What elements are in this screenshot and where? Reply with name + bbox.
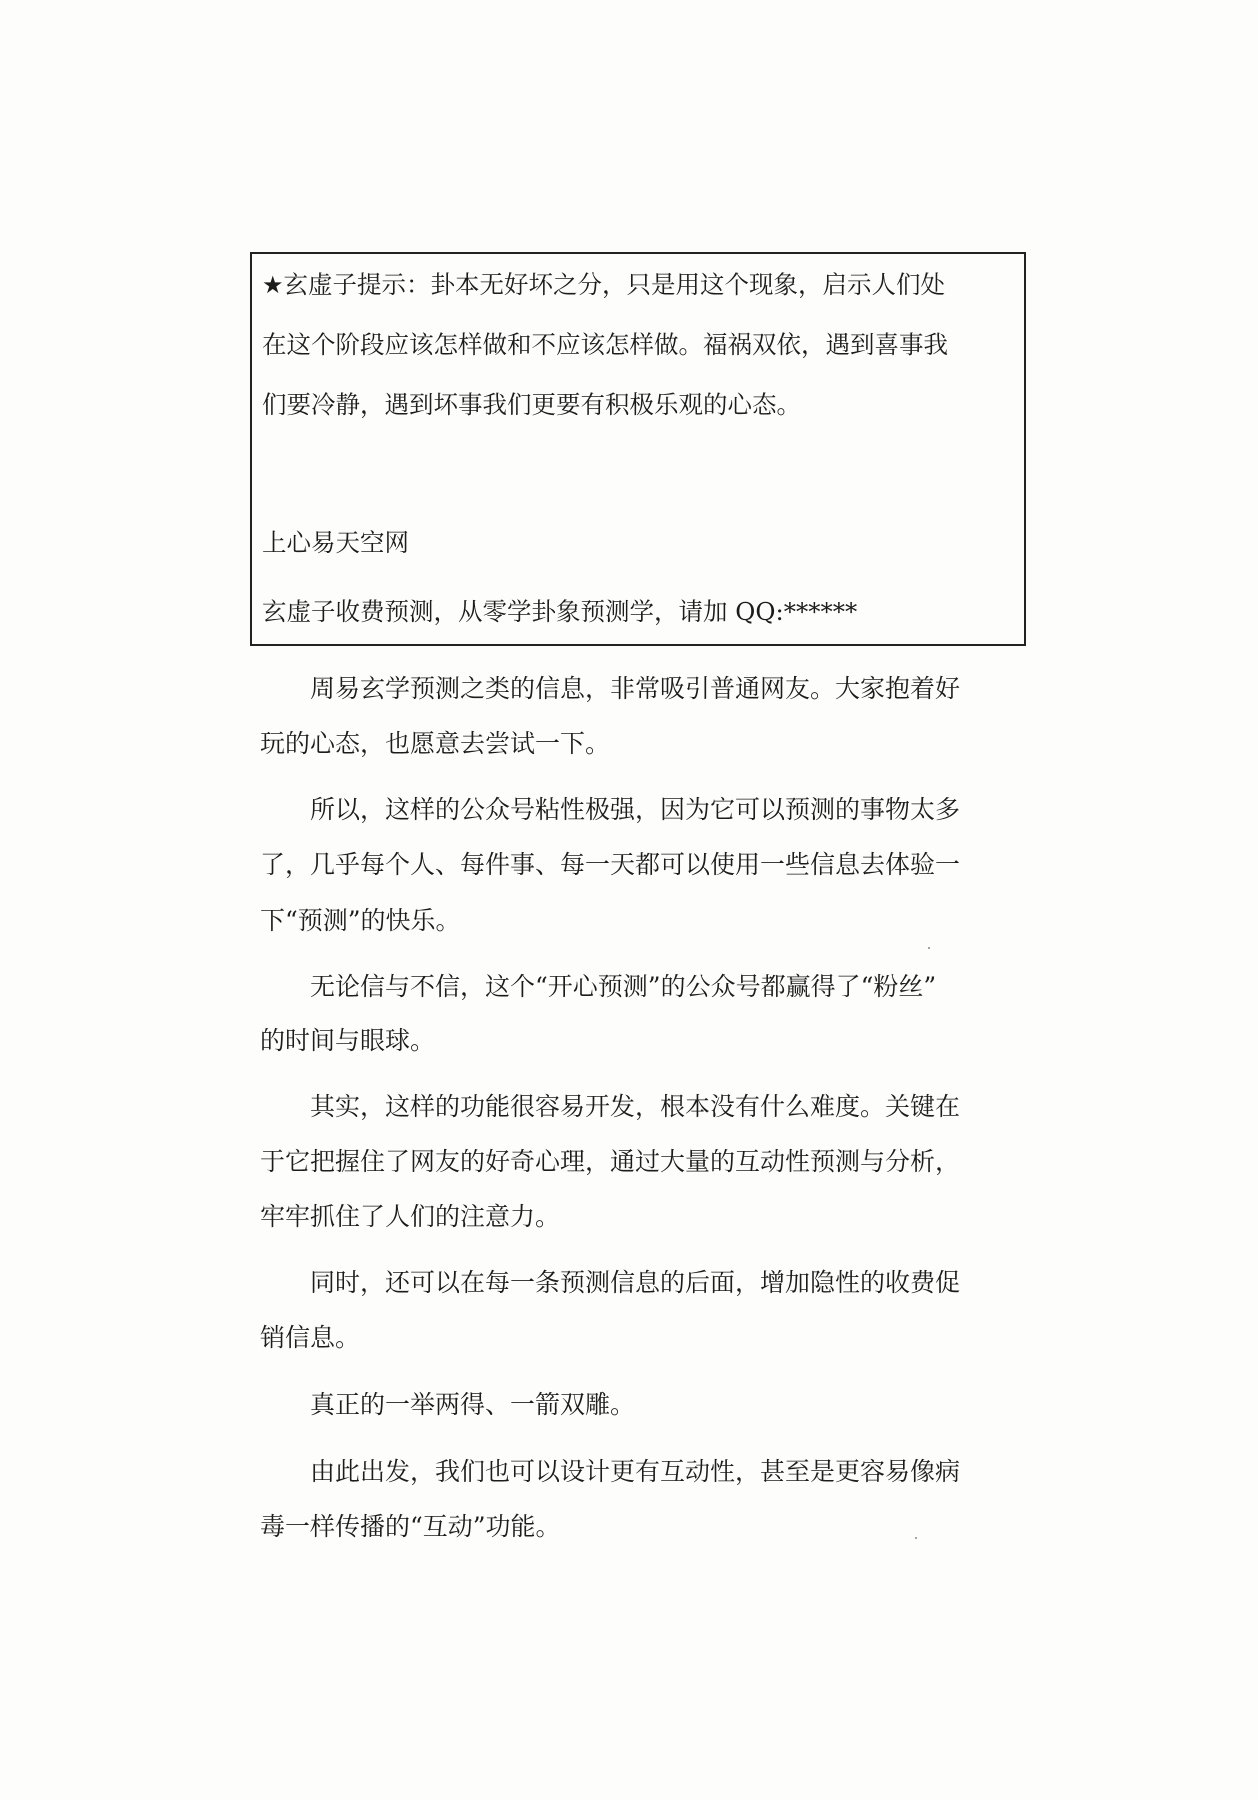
paragraph-line: 同时，还可以在每一条预测信息的后面，增加隐性的收费促: [310, 1268, 961, 1297]
tip-box: [250, 252, 1026, 646]
scan-speck: [928, 947, 930, 949]
paragraph-line: 下“预测”的快乐。: [260, 906, 461, 935]
paragraph-line: 所以，这样的公众号粘性极强，因为它可以预测的事物太多: [310, 795, 961, 824]
paragraph-line: 牢牢抓住了人们的注意力。: [260, 1202, 561, 1231]
paragraph-line: 毒一样传播的“互动”功能。: [260, 1512, 561, 1541]
paragraph-line: 由此出发，我们也可以设计更有互动性，甚至是更容易像病: [310, 1457, 961, 1486]
paragraph-line: 销信息。: [260, 1323, 361, 1352]
scan-speck: [915, 1537, 917, 1539]
paragraph-line: 周易玄学预测之类的信息，非常吸引普通网友。大家抱着好: [310, 674, 961, 703]
brand-name: 上心易天空网: [262, 528, 409, 557]
paragraph-line: 的时间与眼球。: [260, 1026, 436, 1055]
contact-line: 玄虚子收费预测，从零学卦象预测学，请加 QQ:******: [262, 597, 858, 626]
paragraph-line: 真正的一举两得、一箭双雕。: [310, 1390, 636, 1419]
paragraph-line: 其实，这样的功能很容易开发，根本没有什么难度。关键在: [310, 1092, 961, 1121]
tip-text: 玄虚子提示：卦本无好坏之分，只是用这个现象，启示人们处: [283, 270, 946, 299]
paragraph-line: 于它把握住了网友的好奇心理，通过大量的互动性预测与分析，: [260, 1147, 961, 1176]
star-icon: ★: [262, 271, 284, 299]
tip-text-line: 们要冷静，遇到坏事我们更要有积极乐观的心态。: [262, 390, 801, 419]
paragraph-line: 无论信与不信，这个“开心预测”的公众号都赢得了“粉丝”: [310, 972, 937, 1001]
paragraph-line: 了，几乎每个人、每件事、每一天都可以使用一些信息去体验一: [260, 850, 961, 879]
tip-text-line: 在这个阶段应该怎样做和不应该怎样做。福祸双依，遇到喜事我: [262, 330, 948, 359]
tip-text-line: [262, 270, 1018, 300]
paragraph-line: 玩的心态，也愿意去尝试一下。: [260, 729, 611, 758]
